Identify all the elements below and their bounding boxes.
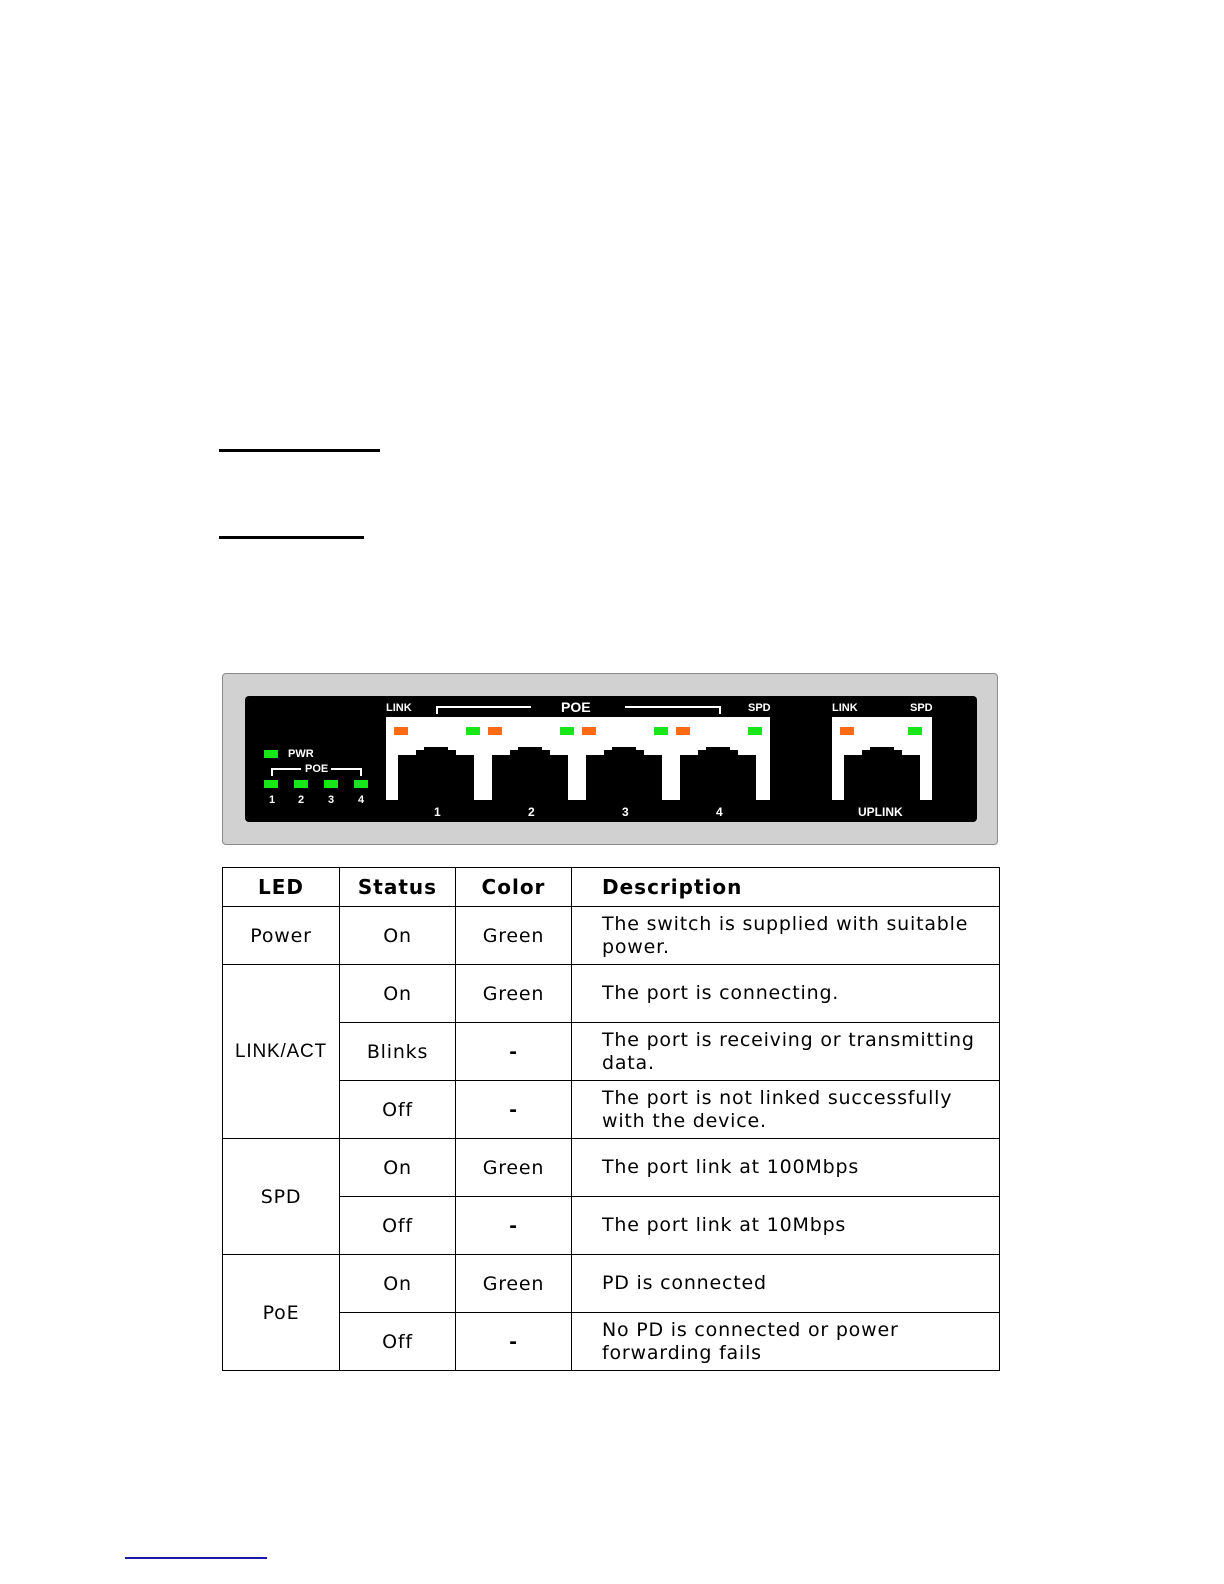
poe-led-number-3: 3 [328,794,335,806]
link-label: LINK [386,702,412,714]
ethernet-port-4 [680,747,756,809]
status-cell: Off [340,1313,456,1371]
poe-top-bracket-left-h [436,706,531,708]
description-cell: The port is connecting. [572,965,1000,1023]
status-cell: On [340,1139,456,1197]
table-header-row [223,868,1000,907]
link-led-4 [676,727,690,735]
description-cell: No PD is connected or power forwarding fails [572,1313,1000,1371]
poe-bracket-right-h [331,768,361,770]
rj45-icon [398,747,474,809]
pwr-led [264,750,278,758]
pwr-label: PWR [288,748,314,760]
status-cell: On [340,907,456,965]
color-cell: Green [456,907,572,965]
spd-led-1 [466,727,480,735]
port-number-3: 3 [622,805,629,819]
uplink-label: UPLINK [858,805,903,819]
poe-top-bracket-right-v [719,706,721,714]
header-description: Description [572,868,1000,907]
color-cell: Green [456,1255,572,1313]
rj45-icon [492,747,568,809]
header-status: Status [340,868,456,907]
header-led: LED [223,868,340,907]
status-cell: On [340,1255,456,1313]
poe-status-label: POE [305,763,329,775]
uplink-spd-led [908,727,922,735]
color-cell: - [456,1081,572,1139]
description-cell: The port link at 10Mbps [572,1197,1000,1255]
header-color: Color [456,868,572,907]
spd-led-3 [654,727,668,735]
description-cell: The port is not linked successfully with the device. [572,1081,1000,1139]
poe-led-number-2: 2 [298,794,305,806]
spd-led-4 [748,727,762,735]
description-cell: The port link at 100Mbps [572,1139,1000,1197]
uplink-port-frame [832,717,932,800]
poe-led-2 [294,780,308,788]
ethernet-port-3 [586,747,662,809]
rj45-icon [680,747,756,809]
poe-led-1 [264,780,278,788]
poe-bracket-right [360,768,362,776]
status-cell: Blinks [340,1023,456,1081]
status-cell: Off [340,1081,456,1139]
table-row [223,1313,1000,1371]
color-cell: Green [456,965,572,1023]
led-status-table [222,867,1000,1371]
rj45-icon [844,747,920,809]
poe-top-bracket-right-h [625,706,720,708]
port-number-4: 4 [716,805,723,819]
table-row [223,1197,1000,1255]
uplink-port [844,747,920,809]
poe-led-number-4: 4 [358,794,365,806]
link-led-2 [488,727,502,735]
ethernet-port-1 [398,747,474,809]
heading-underline-2 [219,536,364,539]
spd-led-2 [560,727,574,735]
table-row [223,907,1000,965]
link-led-3 [582,727,596,735]
description-cell: The switch is supplied with suitable power. [572,907,1000,965]
description-cell: The port is receiving or transmitting data. [572,1023,1000,1081]
color-cell: - [456,1197,572,1255]
color-cell: - [456,1313,572,1371]
heading-underline-1 [219,449,380,452]
port-number-2: 2 [528,805,535,819]
led-poe: PoE [223,1255,340,1371]
poe-ports-frame [386,717,770,800]
table-row [223,1139,1000,1197]
color-cell: - [456,1023,572,1081]
led-power: Power [223,907,340,965]
status-cell: Off [340,1197,456,1255]
uplink-link-led [840,727,854,735]
spd-label: SPD [748,702,771,714]
uplink-spd-label: SPD [910,702,933,714]
poe-led-number-1: 1 [269,794,276,806]
uplink-link-label: LINK [832,702,858,714]
led-linkact: LINK/ACT [223,965,340,1139]
table-row [223,1023,1000,1081]
led-spd: SPD [223,1139,340,1255]
status-cell: On [340,965,456,1023]
table-row [223,965,1000,1023]
table-row [223,1081,1000,1139]
table-row [223,1255,1000,1313]
link-led-1 [394,727,408,735]
poe-led-3 [324,780,338,788]
switch-front-panel [222,673,998,845]
description-cell: PD is connected [572,1255,1000,1313]
rj45-icon [586,747,662,809]
switch-panel-face [245,696,977,822]
footer-link-underline [125,1557,267,1559]
port-number-1: 1 [434,805,441,819]
poe-bracket-left-h [271,768,301,770]
ethernet-port-2 [492,747,568,809]
poe-led-4 [354,780,368,788]
poe-ports-label: POE [561,699,591,715]
color-cell: Green [456,1139,572,1197]
